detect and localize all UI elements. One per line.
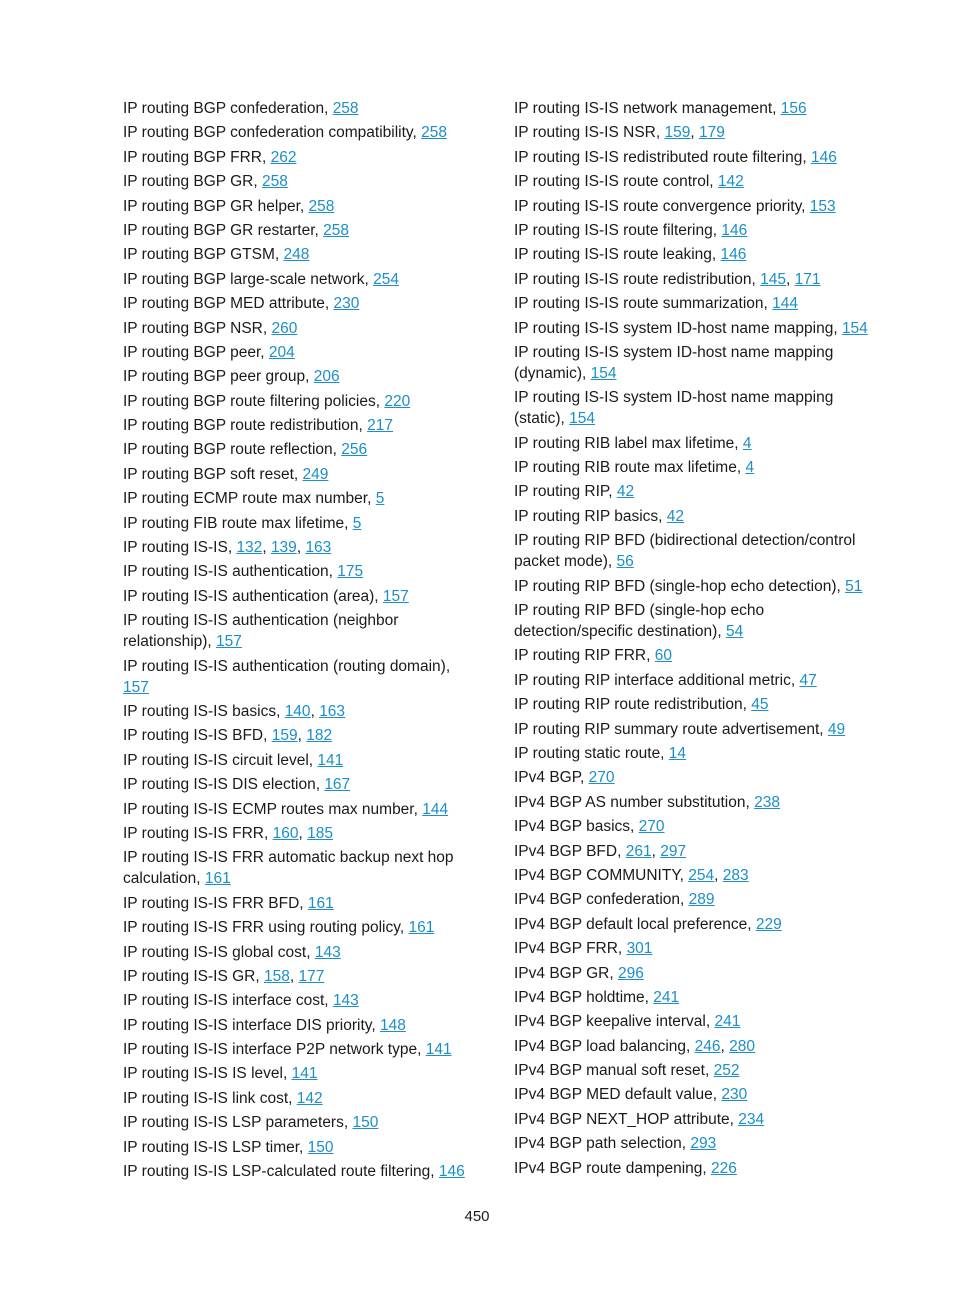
page-separator: , (651, 842, 661, 860)
index-entry-text: IP routing BGP NSR, (123, 319, 272, 337)
index-entry-text: IP routing BGP route redistribution, (123, 417, 368, 435)
page-link[interactable]: 206 (313, 368, 340, 386)
index-entry-text: IPv4 BGP NEXT_HOP attribute, (514, 1110, 739, 1128)
index-entry-text: IPv4 BGP, (514, 769, 589, 787)
index-entry-text: IP routing IS-IS FRR automatic backup next hop calculation, (123, 849, 454, 888)
page-link[interactable]: 270 (588, 769, 615, 787)
index-entry (123, 1112, 468, 1133)
index-entry-text: IP routing IS-IS NSR, (514, 124, 665, 142)
page-link[interactable]: 249 (302, 465, 329, 483)
page-separator: , (297, 727, 307, 745)
index-entry (514, 743, 869, 764)
index-entry-text: IP routing IS-IS IS level, (123, 1065, 292, 1083)
index-entry (514, 1011, 869, 1032)
index-entry-text: IP routing IS-IS FRR using routing policy, (123, 919, 409, 937)
index-entry-text: IP routing IS-IS network management, (514, 100, 781, 117)
index-entry-text: IP routing IS-IS redistributed route filtering, (514, 148, 811, 166)
index-entry-text: IP routing IS-IS link cost, (123, 1089, 297, 1107)
page-link[interactable]: 177 (298, 967, 325, 985)
index-entry-text: IP routing IS-IS FRR BFD, (123, 894, 308, 912)
index-entry-text: IP routing IS-IS DIS election, (123, 776, 325, 794)
index-entry (514, 1036, 869, 1057)
index-entry (514, 122, 869, 143)
index-entry (123, 966, 468, 987)
index-entry (123, 220, 468, 241)
page-link[interactable]: 51 (845, 577, 863, 595)
page-link[interactable]: 142 (717, 173, 744, 191)
index-entry (123, 701, 468, 722)
index-entry (514, 865, 869, 886)
page-separator: , (296, 539, 306, 557)
index-entry (514, 506, 869, 527)
index-entry (123, 990, 468, 1011)
index-entry (514, 889, 869, 910)
page-link[interactable]: 14 (668, 744, 687, 762)
index-entry (123, 122, 468, 143)
page-link[interactable]: 146 (438, 1163, 465, 1181)
page-link[interactable]: 163 (319, 702, 346, 720)
page-separator: , (310, 702, 320, 720)
index-entry-text: IPv4 BGP GR, (514, 964, 618, 982)
page-link[interactable]: 241 (714, 1013, 741, 1031)
page-link[interactable]: 175 (337, 563, 364, 581)
index-entry (514, 600, 869, 642)
index-entry-text: IP routing IS-IS system ID-host name mapping (static), (514, 389, 834, 428)
page-link[interactable]: 144 (422, 800, 449, 818)
page-link[interactable]: 143 (314, 943, 341, 961)
index-entry (123, 823, 468, 844)
index-entry-text: IP routing RIP basics, (514, 507, 667, 525)
page-link[interactable]: 150 (307, 1138, 334, 1156)
index-entry (123, 391, 468, 412)
index-entry (514, 1109, 869, 1130)
page-link[interactable]: 258 (308, 197, 335, 215)
page-link[interactable]: 161 (204, 870, 231, 888)
index-entry (123, 656, 468, 698)
index-entry (514, 244, 869, 265)
index-entry (123, 464, 468, 485)
index-column-left (123, 98, 468, 1185)
index-entry-text: IP routing RIB route max lifetime, (514, 459, 746, 477)
index-entry (514, 530, 869, 572)
index-entry-text: IP routing BGP MED attribute, (123, 295, 334, 313)
page-link[interactable]: 258 (262, 173, 288, 191)
index-entry-text: IPv4 BGP path selection, (514, 1135, 691, 1153)
page-link[interactable]: 4 (742, 434, 752, 452)
index-entry (514, 987, 869, 1008)
page-link[interactable]: 185 (307, 824, 333, 842)
index-entry-text: IP routing IS-IS BFD, (123, 727, 272, 745)
index-entry (123, 799, 468, 820)
index-entry (514, 171, 869, 192)
index-entry (123, 488, 468, 509)
page-link[interactable]: 56 (616, 553, 634, 571)
page-link[interactable]: 289 (688, 891, 715, 909)
index-entry-text: IP routing IS-IS GR, (123, 967, 264, 985)
page-link[interactable]: 258 (332, 100, 359, 117)
page-link[interactable]: 148 (380, 1016, 406, 1034)
index-entry (123, 725, 468, 746)
page-link[interactable]: 246 (694, 1037, 721, 1055)
page-link[interactable]: 261 (625, 842, 652, 860)
index-entry-text: IP routing IS-IS circuit level, (123, 751, 318, 769)
index-entry (514, 1158, 869, 1179)
index-entry-text: IPv4 BGP load balancing, (514, 1037, 695, 1055)
index-entry-text: IP routing IS-IS route summarization, (514, 295, 773, 313)
page-link[interactable]: 238 (754, 793, 780, 811)
index-entry (123, 586, 468, 607)
index-entry-text: IP routing IS-IS interface cost, (123, 992, 333, 1010)
index-entry-text: IPv4 BGP route dampening, (514, 1159, 712, 1177)
index-entry-text: IP routing RIP summary route advertisement, (514, 720, 828, 738)
index-entry (514, 792, 869, 813)
index-entry-text: IP routing IS-IS route leaking, (514, 246, 721, 264)
page-link[interactable]: 234 (738, 1110, 765, 1128)
index-entry-text: IPv4 BGP AS number substitution, (514, 793, 755, 811)
index-entry-text: IP routing IS-IS LSP-calculated route filtering, (123, 1163, 439, 1181)
index-entry-text: IP routing RIB label max lifetime, (514, 434, 743, 452)
page-link[interactable]: 252 (713, 1062, 740, 1080)
index-entry-text: IPv4 BGP basics, (514, 818, 639, 836)
index-entry-text: IPv4 BGP keepalive interval, (514, 1013, 715, 1031)
page-link[interactable]: 171 (794, 270, 821, 288)
index-entry-text: IPv4 BGP holdtime, (514, 988, 654, 1006)
index-entry (514, 914, 869, 935)
index-entry (514, 576, 869, 597)
index-entry (123, 293, 468, 314)
page-link[interactable]: 179 (698, 124, 725, 142)
page-link[interactable]: 60 (654, 647, 672, 665)
page-link[interactable]: 145 (760, 270, 786, 288)
index-entry (123, 98, 468, 119)
page-link[interactable]: 159 (271, 727, 298, 745)
index-entry (514, 1133, 869, 1154)
page-separator: , (714, 866, 723, 884)
index-entry (514, 293, 869, 314)
index-entry-text: IP routing BGP GR restarter, (123, 221, 324, 239)
page-link[interactable]: 146 (810, 148, 837, 166)
index-entry-text: IP routing BGP FRR, (123, 148, 271, 166)
index-entry-text: IP routing BGP large-scale network, (123, 270, 374, 288)
index-entry-text: IP routing BGP GR helper, (123, 197, 309, 215)
index-entry-text: IP routing IS-IS basics, (123, 702, 285, 720)
index-entry-text: IP routing IS-IS LSP parameters, (123, 1114, 353, 1132)
index-entry-text: IP routing IS-IS authentication (area), (123, 587, 383, 605)
index-entry (123, 318, 468, 339)
index-entry (514, 938, 869, 959)
index-entry (123, 1088, 468, 1109)
page-separator: , (690, 124, 699, 142)
page-link[interactable]: 146 (720, 246, 747, 264)
index-entry-text: IPv4 BGP FRR, (514, 940, 627, 958)
index-entry (514, 269, 869, 290)
index-entry-text: IP routing IS-IS global cost, (123, 943, 315, 961)
page-link[interactable]: 143 (332, 992, 359, 1010)
index-entry-text: IP routing IS-IS system ID-host name mapping, (514, 319, 842, 337)
index-entry-text: IPv4 BGP confederation, (514, 891, 689, 909)
page-link[interactable]: 297 (660, 842, 687, 860)
index-entry (123, 196, 468, 217)
index-column-right (514, 98, 869, 1182)
index-entry-text: IPv4 BGP BFD, (514, 842, 626, 860)
index-entry-text: IP routing RIP, (514, 483, 617, 501)
index-entry-text: IPv4 BGP COMMUNITY, (514, 866, 689, 884)
page-link[interactable]: 167 (324, 776, 351, 794)
index-entry (514, 457, 869, 478)
page-link[interactable]: 258 (421, 124, 447, 142)
index-entry (514, 98, 869, 119)
page-link[interactable]: 132 (236, 539, 263, 557)
page-separator: , (298, 824, 308, 842)
page-link[interactable]: 230 (333, 295, 360, 313)
page-link[interactable]: 45 (751, 696, 769, 714)
page-link[interactable]: 254 (373, 270, 400, 288)
index-entry-text: IP routing IS-IS system ID-host name mapping (dynamic), (514, 343, 834, 382)
page-separator: , (720, 1037, 730, 1055)
index-entry (514, 481, 869, 502)
index-entry-text: IP routing IS-IS interface P2P network type, (123, 1041, 426, 1059)
page-link[interactable]: 241 (653, 988, 680, 1006)
index-entry-text: IP routing RIP BFD (bidirectional detection/control packet mode), (514, 532, 856, 571)
index-entry (123, 147, 468, 168)
page-link[interactable]: 157 (123, 678, 149, 696)
index-entry-text: IP routing IS-IS LSP timer, (123, 1138, 308, 1156)
page-link[interactable]: 182 (306, 727, 333, 745)
page-link[interactable]: 217 (367, 417, 393, 435)
index-entry (514, 719, 869, 740)
page-link[interactable]: 159 (664, 124, 691, 142)
index-entry (514, 147, 869, 168)
page-link[interactable]: 258 (323, 221, 350, 239)
page-link[interactable]: 141 (291, 1065, 318, 1083)
page-link[interactable]: 230 (721, 1086, 748, 1104)
index-entry-text: IP routing IS-IS route redistribution, (514, 270, 761, 288)
index-entry (123, 171, 468, 192)
index-entry (123, 750, 468, 771)
index-entry (514, 767, 869, 788)
index-entry-text: IP routing RIP BFD (single-hop echo detection/specific destination), (514, 602, 765, 641)
index-entry (514, 670, 869, 691)
page-link[interactable]: 157 (216, 633, 242, 651)
page-link[interactable]: 160 (272, 824, 299, 842)
index-entry-text: IP routing IS-IS route control, (514, 173, 718, 191)
page-link[interactable]: 161 (307, 894, 334, 912)
index-entry (123, 1161, 468, 1182)
index-entry-text: IP routing IS-IS FRR, (123, 824, 273, 842)
index-entry (514, 1060, 869, 1081)
index-entry (123, 342, 468, 363)
index-entry-text: IP routing RIP interface additional metric, (514, 671, 800, 689)
page-link[interactable]: 158 (264, 967, 290, 985)
page-number: 450 (464, 1208, 490, 1225)
index-entry (123, 269, 468, 290)
page-link[interactable]: 157 (382, 587, 409, 605)
index-entry-text: IP routing RIP route redistribution, (514, 696, 752, 714)
page-link[interactable]: 144 (772, 295, 799, 313)
page-link[interactable]: 161 (408, 919, 435, 937)
index-entry (514, 694, 869, 715)
page-link[interactable]: 142 (296, 1089, 323, 1107)
page-link[interactable]: 42 (666, 507, 685, 525)
index-entry (123, 917, 468, 938)
index-entry (123, 439, 468, 460)
index-entry-text: IP routing FIB route max lifetime, (123, 514, 353, 532)
index-entry (514, 816, 869, 837)
page-link[interactable]: 154 (590, 364, 617, 382)
page-link[interactable]: 220 (384, 392, 411, 410)
page-link[interactable]: 156 (780, 100, 807, 117)
page-link[interactable]: 229 (755, 915, 782, 933)
page-link[interactable]: 283 (722, 866, 749, 884)
index-entry (514, 645, 869, 666)
page-link[interactable]: 262 (270, 148, 297, 166)
index-entry (514, 318, 869, 339)
page-link[interactable]: 154 (569, 410, 595, 428)
index-entry-text: IP routing IS-IS route filtering, (514, 221, 722, 239)
page-separator: , (786, 270, 795, 288)
index-entry-text: IP routing BGP soft reset, (123, 465, 303, 483)
index-entry (123, 513, 468, 534)
index-entry-text: IP routing IS-IS route convergence priority, (514, 197, 810, 215)
index-entry-text: IP routing IS-IS, (123, 539, 237, 557)
index-entry-text: IP routing IS-IS ECMP routes max number, (123, 800, 423, 818)
page-link[interactable]: 139 (270, 539, 297, 557)
page-link[interactable]: 4 (745, 459, 755, 477)
index-entry-text: IP routing ECMP route max number, (123, 490, 376, 508)
index-entry (514, 841, 869, 862)
page-link[interactable]: 296 (617, 964, 644, 982)
page-link[interactable]: 226 (711, 1159, 737, 1177)
index-entry-text: IPv4 BGP default local preference, (514, 915, 756, 933)
page-link[interactable]: 5 (352, 514, 362, 532)
index-entry (123, 847, 468, 889)
index-entry-text: IP routing IS-IS authentication (routing domain), (123, 657, 451, 675)
page-link[interactable]: 260 (271, 319, 298, 337)
page-separator: , (289, 967, 299, 985)
page-link[interactable]: 270 (638, 818, 665, 836)
page-link[interactable]: 146 (721, 221, 748, 239)
index-entry (123, 1039, 468, 1060)
index-entry (123, 1137, 468, 1158)
index-entry-text: IP routing static route, (514, 744, 669, 762)
index-entry (123, 774, 468, 795)
index-entry (514, 196, 869, 217)
page-link[interactable]: 153 (809, 197, 836, 215)
page-link[interactable]: 301 (626, 940, 653, 958)
page-link[interactable]: 47 (799, 671, 817, 689)
index-entry-text: IP routing RIP FRR, (514, 647, 655, 665)
index-entry (514, 1084, 869, 1105)
index-entry (123, 244, 468, 265)
index-entry-text: IP routing IS-IS authentication, (123, 563, 338, 581)
index-entry (123, 942, 468, 963)
index-entry-text: IP routing BGP GR, (123, 173, 262, 191)
index-entry-text: IPv4 BGP MED default value, (514, 1086, 722, 1104)
page-link[interactable]: 254 (688, 866, 715, 884)
index-entry (514, 387, 869, 429)
index-entry (123, 893, 468, 914)
page-link[interactable]: 42 (616, 483, 635, 501)
page-link[interactable]: 49 (827, 720, 846, 738)
page-link[interactable]: 204 (268, 343, 295, 361)
index-entry (123, 610, 468, 652)
index-entry (123, 1015, 468, 1036)
index-entry (514, 433, 869, 454)
index-entry-text: IP routing IS-IS interface DIS priority, (123, 1016, 380, 1034)
index-entry-text: IP routing BGP route filtering policies, (123, 392, 385, 410)
index-entry (123, 561, 468, 582)
index-entry (514, 342, 869, 384)
page-link[interactable]: 150 (352, 1114, 379, 1132)
index-entry-text: IP routing BGP confederation compatibility, (123, 124, 422, 142)
page-separator: , (262, 539, 271, 557)
index-entry-text: IP routing BGP confederation, (123, 100, 333, 117)
index-entry-text: IP routing BGP route reflection, (123, 441, 342, 459)
page-link[interactable]: 154 (841, 319, 868, 337)
page-link[interactable]: 54 (725, 623, 744, 641)
index-entry (123, 415, 468, 436)
index-entry-text: IP routing BGP peer, (123, 343, 269, 361)
index-entry (123, 1063, 468, 1084)
page-link[interactable]: 5 (375, 490, 385, 508)
page-link[interactable]: 280 (729, 1037, 756, 1055)
page-link[interactable]: 248 (283, 246, 310, 264)
page-link[interactable]: 140 (284, 702, 311, 720)
index-entry-text: IP routing IS-IS authentication (neighbor relationship), (123, 612, 399, 651)
index-entry-text: IP routing BGP GTSM, (123, 246, 284, 264)
index-entry (123, 366, 468, 387)
index-entry-text: IPv4 BGP manual soft reset, (514, 1062, 714, 1080)
page-link[interactable]: 256 (341, 441, 368, 459)
index-entry-text: IP routing BGP peer group, (123, 368, 314, 386)
index-entry (514, 220, 869, 241)
page-link[interactable]: 141 (425, 1041, 452, 1059)
index-entry (514, 963, 869, 984)
index-entry-text: IP routing RIP BFD (single-hop echo detection), (514, 577, 846, 595)
page-link[interactable]: 141 (317, 751, 344, 769)
page-link[interactable]: 293 (690, 1135, 717, 1153)
page-link[interactable]: 163 (305, 539, 332, 557)
index-entry (123, 537, 468, 558)
